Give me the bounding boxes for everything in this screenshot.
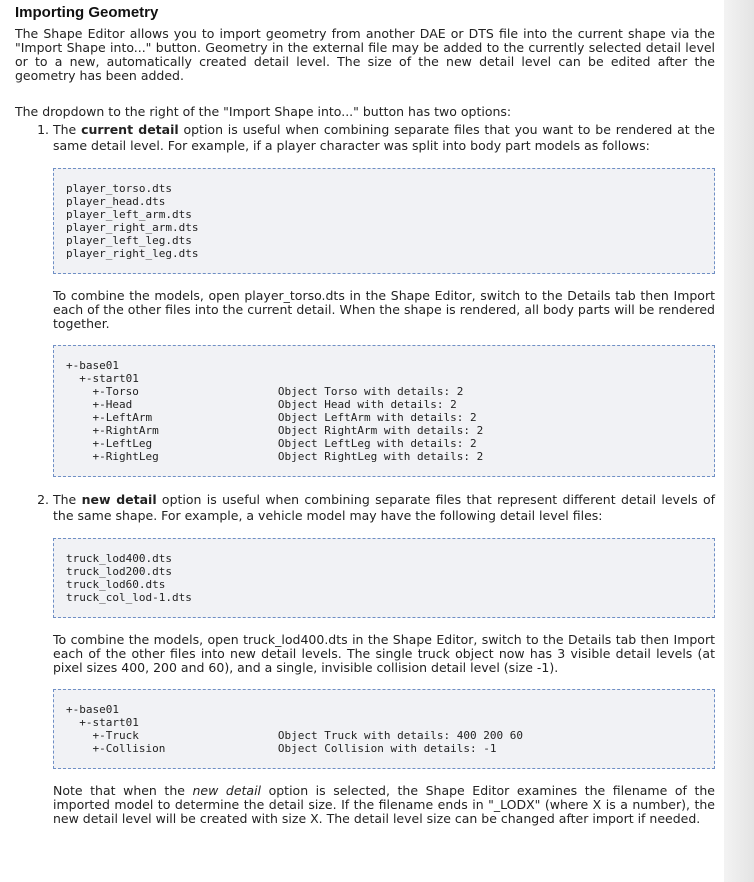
item1-combine-paragraph: To combine the models, open player_torso.dts in the Shape Editor, switch to the Details tab then Import each of the other files into the current detail. When the shape is rendered, all body parts will be rendered together. xyxy=(53,288,715,331)
code-block-truck-tree: +-base01 +-start01 +-Truck Object Truck with details: 400 200 60 +-Collision Object Collision with details: -1 xyxy=(53,689,715,769)
item2-bold-term: new detail xyxy=(81,492,157,507)
code-block-player-files: player_torso.dts player_head.dts player_left_arm.dts player_right_arm.dts player_left_leg.dts player_right_leg.dts xyxy=(53,168,715,274)
list-item-current-detail xyxy=(53,122,715,477)
intro-paragraph: The Shape Editor allows you to import geometry from another DAE or DTS file into the current shape via the "Import Shape into..." button. Geometry in the external file may be added to the currently selected detail level or to a new, automatically created detail level. The size of the new detail level can be edited after the geometry has been added. xyxy=(15,26,715,83)
item1-text-pre: The xyxy=(53,122,82,137)
item1-text-post: option is useful when combining separate files that you want to be rendered at the same detail level. For example, if a player character was split into body part models as follows: xyxy=(53,122,715,153)
code-block-player-tree: +-base01 +-start01 +-Torso Object Torso with details: 2 +-Head Object Head with details: 2 +-LeftArm Object LeftArm with details: 2 +-RightArm Object RightArm with details: 2 +-LeftLeg Object LeftLeg with details: 2 +-RightLeg Object RightLeg with details: 2 xyxy=(53,345,715,477)
list-item-new-detail xyxy=(53,492,715,826)
item2-text-post: option is useful when combining separate files that represent different detail levels of the same shape. For example, a vehicle model may have the following detail level files: xyxy=(53,492,715,523)
item1-bold-term: current detail xyxy=(81,122,179,137)
options-list xyxy=(15,122,715,826)
note-text-pre: Note that when the xyxy=(53,783,193,798)
note-text-post: option is selected, the Shape Editor examines the filename of the imported model to determine the detail size. If the filename ends in "_LODX" (where X is a number), the new detail level will be created with size X. The detail level size can be changed after import if needed. xyxy=(53,783,715,826)
section-heading: Importing Geometry xyxy=(15,4,159,21)
note-emphasis: new detail xyxy=(192,783,262,798)
note-paragraph xyxy=(53,784,715,826)
item2-combine-paragraph: To combine the models, open truck_lod400.dts in the Shape Editor, switch to the Details tab then Import each of the other files into new detail levels. The single truck object now has 3 visible detail levels (at pixel sizes 400, 200 and 60), and a single, invisible collision detail level (size -1). xyxy=(53,632,715,675)
document-body xyxy=(15,0,715,826)
dropdown-paragraph: The dropdown to the right of the "Import Shape into..." button has two options: xyxy=(15,104,512,119)
scrollbar-track[interactable] xyxy=(724,0,754,882)
item2-text-pre: The xyxy=(53,492,82,507)
code-block-truck-files: truck_lod400.dts truck_lod200.dts truck_lod60.dts truck_col_lod-1.dts xyxy=(53,538,715,618)
